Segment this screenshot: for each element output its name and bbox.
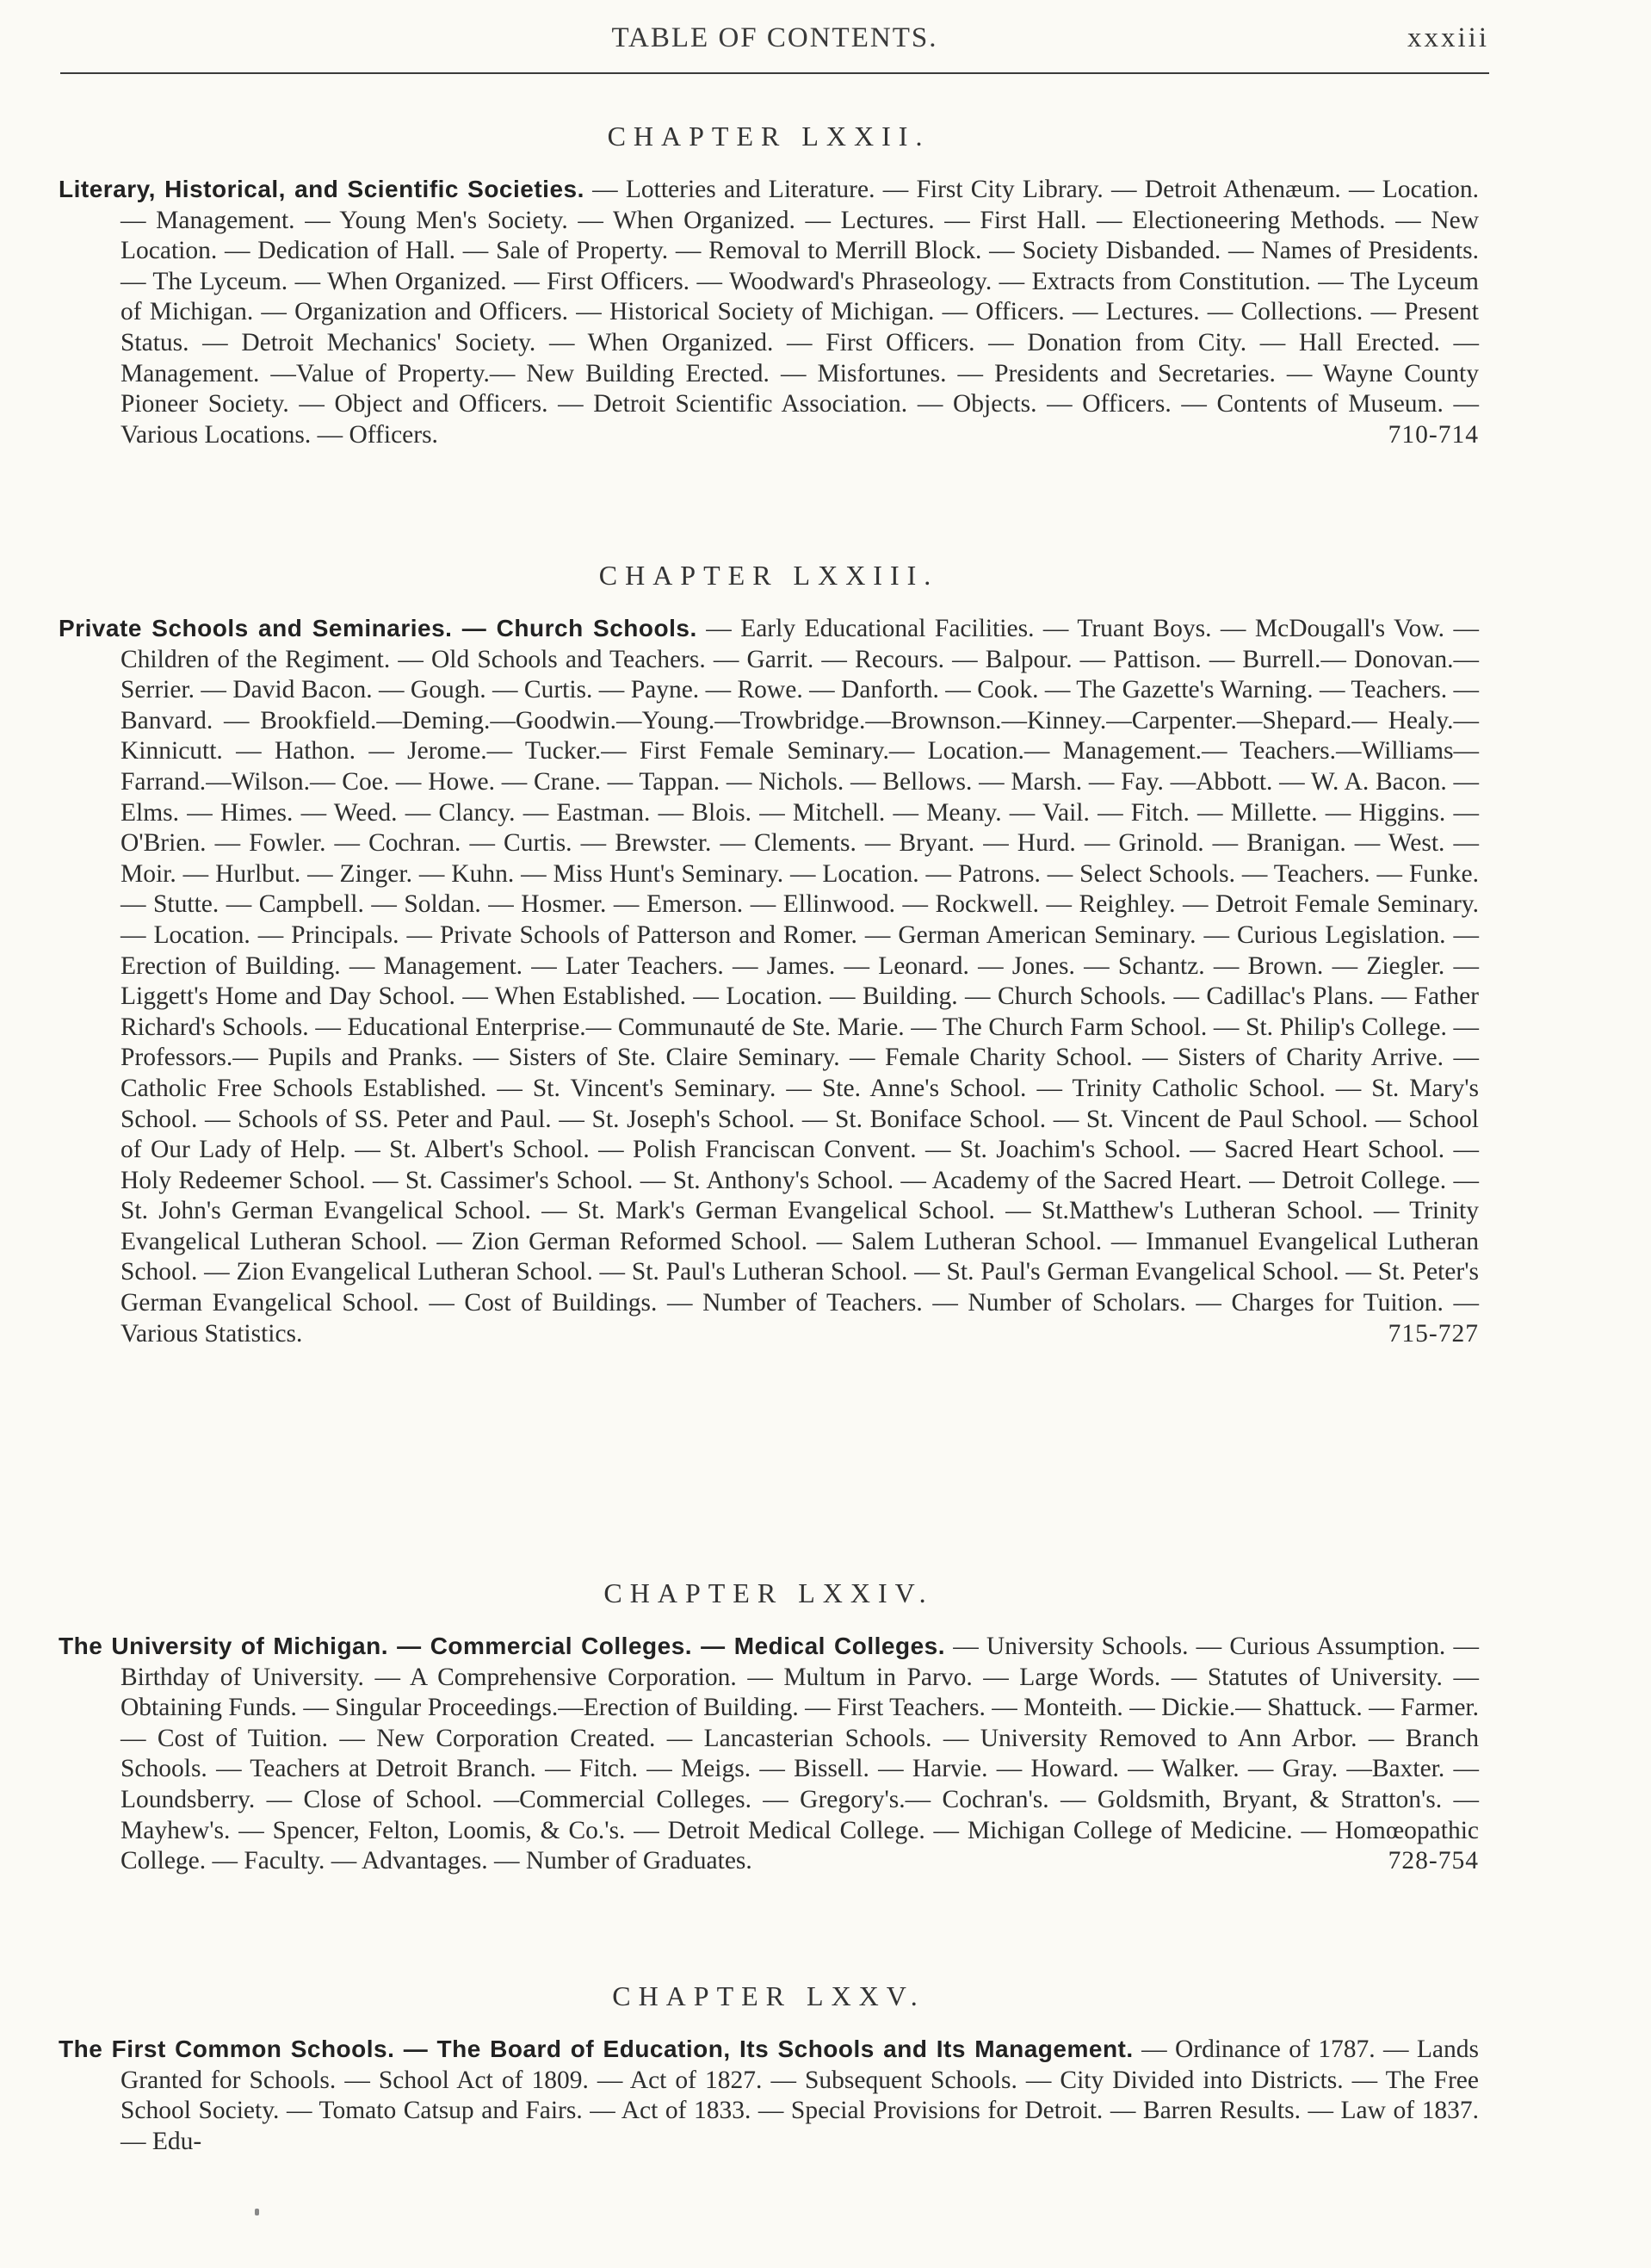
chapter-entry (59, 174, 1479, 450)
chapter-topics: — Early Educational Facilities. — Truant Boys. — McDougall's Vow. — Children of the Regiment. — Old Schools and Teachers. — Garrit. — Recours. — Balpour. — Pattison. — Burrell.— Donovan.— Serrier. — David Bacon. — Gough. — Curtis. — Payne. — Rowe. — Danforth. — Cook. — The Gazette's Warning. — Teachers. — Banvard. — Brookfield.—Deming.—Goodwin.—Young.—Trowbridge.—Brownson.—Kinney.—Carpenter.—Shepard.— Healy.— Kinnicutt. — Hathon. — Jerome.— Tucker.— First Female Seminary.— Location.— Management.— Teachers.—Williams— Farrand.—Wilson.— Coe. — Howe. — Crane. — Tappan. — Nichols. — Bellows. — Marsh. — Fay. —Abbott. — W. A. Bacon. — Elms. — Himes. — Weed. — Clancy. — Eastman. — Blois. — Mitchell. — Meany. — Vail. — Fitch. — Millette. — Higgins. — O'Brien. — Fowler. — Cochran. — Curtis. — Brewster. — Clements. — Bryant. — Hurd. — Grinold. — Branigan. — West. — Moir. — Hurlbut. — Zinger. — Kuhn. — Miss Hunt's Seminary. — Location. — Patrons. — Select Schools. — Teachers. — Funke. — Stutte. — Campbell. — Soldan. — Hosmer. — Emerson. — Ellinwood. — Rockwell. — Reighley. — Detroit Female Seminary. — Location. — Principals. — Private Schools of Patterson and Romer. — German American Seminary. — Curious Legislation. — Erection of Building. — Management. — Later Teachers. — James. — Leonard. — Jones. — Schantz. — Brown. — Ziegler. — Liggett's Home and Day School. — When Established. — Location. — Building. — Church Schools. — Cadillac's Plans. — Father Richard's Schools. — Educational Enterprise.— Communauté de Ste. Marie. — The Church Farm School. — St. Philip's College. — Professors.— Pupils and Pranks. — Sisters of Ste. Claire Seminary. — Female Charity School. — Sisters of Charity Arrive. — Catholic Free Schools Established. — St. Vincent's Seminary. — Ste. Anne's School. — Trinity Catholic School. — St. Mary's School. — Schools of SS. Peter and Paul. — St. Joseph's School. — St. Boniface School. — St. Vincent de Paul School. — School of Our Lady of Help. — St. Albert's School. — Polish Franciscan Convent. — St. Joachim's School. — Sacred Heart School. — Holy Redeemer School. — St. Cassimer's School. — St. Anthony's School. — Academy of the Sacred Heart. — Detroit College. — St. John's German Evangelical School. — St. Mark's German Evangelical School. — St.Matthew's Lutheran School. — Trinity Evangelical Lutheran School. — Zion German Reformed School. — Salem Lutheran School. — Immanuel Evangelical Lutheran School. — Zion Evangelical Lutheran School. — St. Paul's Lutheran School. — St. Paul's German Evangelical School. — St. Peter's German Evangelical School. — Cost of Buildings. — Number of Teachers. — Number of Scholars. — Charges for Tuition. — Various Statistics. (121, 615, 1479, 1348)
chapter-topics: — University Schools. — Curious Assumption. — Birthday of University. — A Comprehensive Corporation. — Multum in Parvo. — Large Words. — Statutes of University. — Obtaining Funds. — Singular Proceedings.—Erection of Building. — First Teachers. — Monteith. — Dickie.— Shattuck. — Farmer. — Cost of Tuition. — New Corporation Created. — Lancasterian Schools. — University Removed to Ann Arbor. — Branch Schools. — Teachers at Detroit Branch. — Fitch. — Meigs. — Bissell. — Harvie. — Howard. — Walker. — Gray. —Baxter. — Loundsberry. — Close of School. —Commercial Colleges. — Gregory's.— Cochran's. — Goldsmith, Bryant, & Stratton's. — Mayhew's. — Spencer, Felton, Loomis, & Co.'s. — Detroit Medical College. — Michigan College of Medicine. — Homœopathic College. — Faculty. — Advantages. — Number of Graduates. (121, 1633, 1480, 1875)
page-range: 715-727 (1388, 1319, 1479, 1348)
running-title: TABLE OF CONTENTS. (611, 22, 938, 53)
page-range: 728-754 (1388, 1847, 1479, 1875)
chapter-topics: — Ordinance of 1787. — Lands Granted for Schools. — School Act of 1809. — Act of 1827. — Subsequent Schools. — City Divided into Districts. — The Free School Society. — Tomato Catsup and Fairs. — Act of 1833. — Special Provisions for Detroit. — Barren Results. — Law of 1837. — Edu- (121, 2036, 1479, 2155)
chapter-heading: CHAPTER LXXIV. (603, 1577, 934, 1608)
chapter-heading: CHAPTER LXXV. (612, 1980, 925, 2011)
chapter-lead-topics: The University of Michigan. — Commercial Colleges. — Medical Colleges. (59, 1633, 946, 1659)
chapter-lead-topics: The First Common Schools. — The Board of Education, Its Schools and Its Management. (59, 2036, 1134, 2062)
chapter-section (59, 121, 1479, 450)
chapter-lead-topics: Literary, Historical, and Scientific Societies. (59, 176, 584, 202)
chapter-section (59, 1980, 1479, 2157)
chapter-heading: CHAPTER LXXIII. (598, 560, 939, 591)
chapter-topics: — Lotteries and Literature. — First City Library. — Detroit Athenæum. — Location. — Management. — Young Men's Society. — When Organized. — Lectures. — First Hall. — Electioneering Methods. — New Location. — Dedication of Hall. — Sale of Property. — Removal to Merrill Block. — Society Disbanded. — Names of Presidents. — The Lyceum. — When Organized. — First Officers. — Woodward's Phraseology. — Extracts from Constitution. — The Lyceum of Michigan. — Organization and Officers. — Historical Society of Michigan. — Officers. — Lectures. — Collections. — Present Status. — Detroit Mechanics' Society. — When Organized. — First Officers. — Donation from City. — Hall Erected. — Management. —Value of Property.— New Building Erected. — Misfortunes. — Presidents and Secretaries. — Wayne County Pioneer Society. — Object and Officers. — Detroit Scientific Association. — Objects. — Officers. — Contents of Museum. — Various Locations. — Officers. (121, 176, 1480, 449)
chapter-entry (59, 1631, 1479, 1877)
header-rule (60, 72, 1489, 74)
chapter-lead-topics: Private Schools and Seminaries. — Church Schools. (59, 615, 697, 641)
chapter-entry (59, 2034, 1479, 2157)
page-number: xxxiii (1407, 22, 1489, 53)
running-head (60, 22, 1489, 65)
chapter-heading: CHAPTER LXXII. (607, 121, 931, 152)
chapter-section (59, 560, 1479, 1349)
page-range: 710-714 (1388, 420, 1479, 449)
chapter-entry (59, 613, 1479, 1349)
chapter-section (59, 1577, 1479, 1877)
print-speck (255, 2209, 259, 2215)
